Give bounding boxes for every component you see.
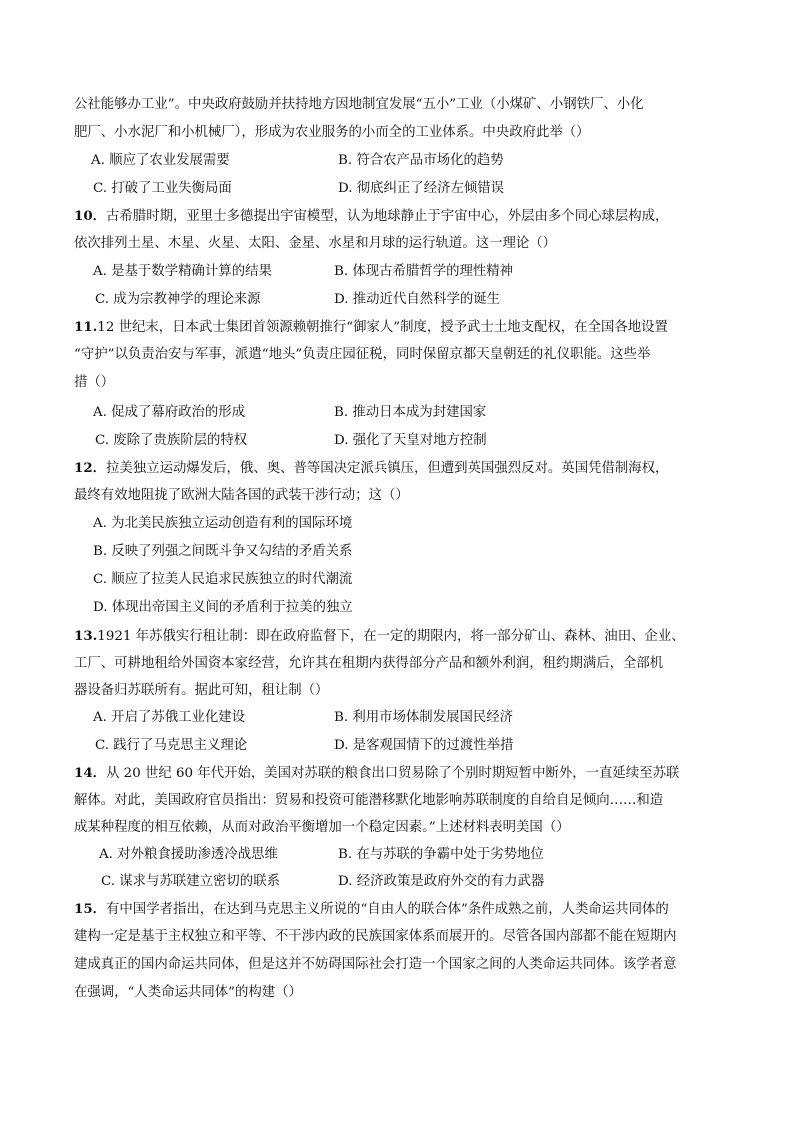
q14-option-a: A. 对外粮食援助渗透冷战思维 — [99, 847, 278, 862]
q15-stem-line-2: 建构一定是基于主权独立和平等、不干涉内政的民族国家体系而展开的。尽管各国内部都不能在短期内 — [74, 929, 677, 944]
q11-stem-line-1 — [74, 318, 668, 337]
q11-option-d: D. 强化了天皇对地方控制 — [334, 433, 487, 448]
q12-number: 12． — [74, 460, 107, 476]
q9-option-c: C. 打破了工业失衡局面 — [93, 181, 232, 196]
q11-option-c: C. 废除了贵族阶层的特权 — [95, 433, 248, 448]
q14-stem-line-2: 解体。对此，美国政府官员指出：贸易和投资可能潜移默化地影响苏联制度的自给自足倾向……和造 — [74, 793, 664, 808]
q11-number: 11. — [74, 319, 98, 335]
q14-stem-line-1 — [74, 764, 679, 783]
q12-option-c: C. 顺应了拉美人民追求民族独立的时代潮流 — [93, 572, 353, 587]
q13-stem-line-2: 工厂、可耕地租给外国资本家经营，允许其在租期内获得部分产品和额外利润，租约期满后，全部机 — [74, 656, 664, 671]
q11-text-1: 12 世纪末，日本武士集团首领源赖朝推行“御家人”制度，授予武士土地支配权，在全国各地设置 — [97, 320, 668, 335]
q11-stem-line-3: 措（） — [74, 375, 115, 390]
q15-text-1: 有中国学者指出，在达到马克思主义所说的“自由人的联合体”条件成熟之前，人类命运共同体的 — [106, 902, 669, 917]
q11-option-a: A. 促成了幕府政治的形成 — [93, 405, 246, 420]
q10-option-c: C. 成为宗教神学的理论来源 — [95, 292, 261, 307]
q11-stem-line-2: “守护”以负责治安与军事，派遣“地头”负责庄园征税，同时保留京都天皇朝廷的礼仪职能。这些举 — [74, 347, 651, 362]
q15-stem-line-3: 建成真正的国内命运共同体，但是这并不妨碍国际社会打造一个国家之间的人类命运共同体。该学者意 — [74, 957, 677, 972]
q14-number: 14． — [74, 765, 107, 781]
q10-option-b: B. 体现古希腊哲学的理性精神 — [334, 264, 514, 279]
q12-stem-line-1 — [74, 459, 668, 478]
q13-stem-line-3: 器设备归苏联所有。据此可知，租让制（） — [74, 683, 329, 698]
q13-option-c: C. 践行了马克思主义理论 — [95, 738, 248, 753]
q10-stem-line-2: 依次排列土星、木星、火星、太阳、金星、水星和月球的运行轨道。这一理论（） — [74, 236, 557, 251]
q10-stem-line-1 — [74, 207, 668, 226]
q9-option-b: B. 符合农产品市场化的趋势 — [338, 153, 504, 168]
q12-option-a: A. 为北美民族独立运动创造有利的国际环境 — [93, 516, 353, 531]
q9-stem-line-2: 肥厂、小水泥厂和小机械厂），形成为农业服务的小而全的工业体系。中央政府此举（） — [74, 125, 590, 140]
q13-option-b: B. 利用市场体制发展国民经济 — [334, 710, 514, 725]
q12-option-b: B. 反映了列强之间既斗争又勾结的矛盾关系 — [93, 544, 353, 559]
q13-option-a: A. 开启了苏俄工业化建设 — [93, 710, 246, 725]
q14-option-c: C. 谋求与苏联建立密切的联系 — [101, 874, 280, 889]
q15-stem-line-4: 在强调，“人类命运共同体”的构建（） — [74, 985, 302, 1000]
q15-number: 15． — [74, 901, 107, 917]
q11-option-b: B. 推动日本成为封建国家 — [334, 405, 487, 420]
q14-text-1: 从 20 世纪 60 年代开始，美国对苏联的粮食出口贸易除了个别时期短暂中断外，一直延续至苏联 — [106, 766, 680, 781]
q13-number: 13. — [74, 628, 98, 644]
q9-option-a: A. 顺应了农业发展需要 — [91, 153, 230, 168]
q9-stem-line-1: 公社能够办工业”。中央政府鼓励并扶持地方因地制宜发展“五小”工业（小煤矿、小钢铁厂、小化 — [74, 97, 644, 112]
q9-option-d: D. 彻底纠正了经济左倾错误 — [338, 181, 505, 196]
q10-number: 10． — [74, 208, 107, 224]
q14-stem-line-3: 成某种程度的相互依赖，从而对政治平衡增加一个稳定因素。”上述材料表明美国（） — [74, 820, 570, 835]
q10-option-a: A. 是基于数学精确计算的结果 — [93, 264, 272, 279]
q14-option-b: B. 在与苏联的争霸中处于劣势地位 — [338, 847, 544, 862]
q14-option-d: D. 经济政策是政府外交的有力武器 — [338, 874, 545, 889]
q13-text-1: 1921 年苏俄实行租让制：即在政府监督下，在一定的期限内，将一部分矿山、森林、油田、企业、 — [97, 629, 685, 644]
q13-option-d: D. 是客观国情下的过渡性举措 — [334, 738, 514, 753]
q15-stem-line-1 — [74, 900, 669, 919]
q12-text-1: 拉美独立运动爆发后，俄、奥、普等国决定派兵镇压，但遭到英国强烈反对。英国凭借制海权， — [106, 461, 669, 476]
q12-option-d: D. 体现出帝国主义间的矛盾利于拉美的独立 — [93, 600, 353, 615]
q10-text-1: 古希腊时期，亚里士多德提出宇宙模型，认为地球静止于宇宙中心，外层由多个同心球层构成， — [106, 209, 669, 224]
q10-option-d: D. 推动近代自然科学的诞生 — [334, 292, 501, 307]
q13-stem-line-1 — [74, 627, 685, 646]
q12-stem-line-2: 最终有效地阻拢了欧洲大陆各国的武装干涉行动；这（） — [74, 488, 409, 503]
